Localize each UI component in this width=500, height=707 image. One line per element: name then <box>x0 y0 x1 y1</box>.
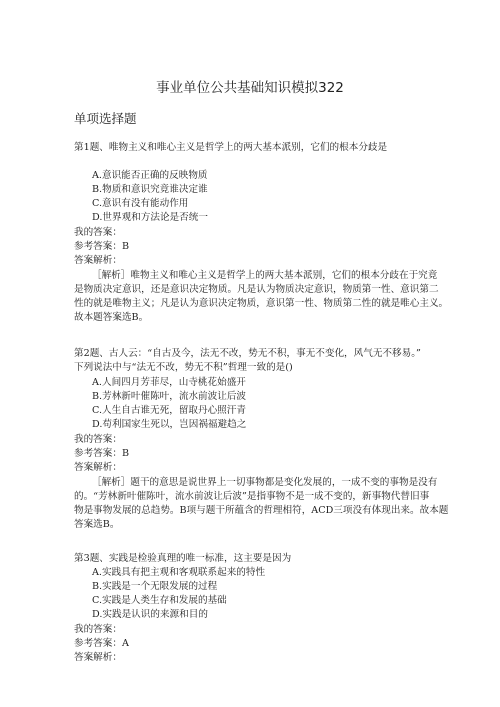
question-1-option-b: B.物质和意识究竟谁决定谁 <box>92 184 208 195</box>
document-title: 事业单位公共基础知识模拟322 <box>156 80 344 96</box>
question-2-reference-answer: 参考答案：B <box>74 448 130 459</box>
question-2-my-answer: 我的答案： <box>74 434 122 445</box>
question-1-analysis-line-4: 故本题答案选B。 <box>74 312 149 323</box>
question-2-analysis-line-2: 的。“芳林新叶催陈叶，流水前波让后波”是指事物不是一成不变的，新事物代替旧事 <box>74 491 430 502</box>
question-2-option-d: D.苟利国家生死以，岂因祸福避趋之 <box>92 419 247 430</box>
question-1-reference-answer: 参考答案：B <box>74 241 130 252</box>
question-1-stem: 第1题、唯物主义和唯心主义是哲学上的两大基本派别，它们的根本分歧是 <box>74 142 388 153</box>
question-2-stem-line-1: 第2题、古人云：“自古及今，法无不改，势无不积，事无不变化，风气无不移易。” <box>74 348 421 359</box>
question-3-my-answer: 我的答案： <box>74 624 122 635</box>
question-2-analysis-label: 答案解析： <box>74 462 122 473</box>
question-1-analysis-line-2: 是物质决定意识，还是意识决定物质。凡是认为物质决定意识，物质第一性、意识第二 <box>74 284 439 295</box>
question-3-option-a: A.实践具有把主观和客观联系起来的特性 <box>92 567 266 578</box>
question-2-option-a: A.人间四月芳菲尽，山寺桃花始盛开 <box>92 377 246 388</box>
question-2-analysis-line-3: 物是事物发展的总趋势。B项与题干所蕴含的哲理相符，ACD三项没有体现出来。故本题 <box>74 505 449 516</box>
question-2-option-b: B.芳林新叶催陈叶，流水前波让后波 <box>92 391 247 402</box>
question-1-option-c: C.意识有没有能动作用 <box>92 198 189 209</box>
question-1-option-a: A.意识能否正确的反映物质 <box>92 170 208 181</box>
question-2-option-c: C.人生自古谁无死，留取丹心照汗青 <box>92 405 246 416</box>
question-3-reference-answer: 参考答案：A <box>74 638 129 649</box>
question-1-analysis-line-1: ［解析］唯物主义和唯心主义是哲学上的两大基本派别，它们的根本分歧在于究竟 <box>92 270 438 281</box>
question-3-stem: 第3题、实践是检验真理的唯一标准，这主要是因为 <box>74 553 292 564</box>
question-2-stem-line-2: 下列说法中与“法无不改，势无不积”哲理一致的是() <box>74 362 293 373</box>
question-1-analysis-line-3: 性的就是唯物主义；凡是认为意识决定物质，意识第一性、物质第二性的就是唯心主义。 <box>74 298 449 309</box>
question-1-option-d: D.世界观和方法论是否统一 <box>92 212 208 223</box>
question-1-analysis-label: 答案解析： <box>74 255 122 266</box>
question-2-analysis-line-4: 答案选B。 <box>74 519 120 530</box>
question-3-option-c: C.实践是人类生存和发展的基础 <box>92 595 227 606</box>
section-heading: 单项选择题 <box>74 111 137 126</box>
question-3-option-b: B.实践是一个无限发展的过程 <box>92 581 218 592</box>
question-3-analysis-label: 答案解析： <box>74 652 122 663</box>
question-3-option-d: D.实践是认识的来源和目的 <box>92 609 208 620</box>
question-1-my-answer: 我的答案： <box>74 227 122 238</box>
question-2-analysis-line-1: ［解析］题干的意思是说世界上一切事物都是变化发展的，一成不变的事物是没有 <box>92 477 438 488</box>
